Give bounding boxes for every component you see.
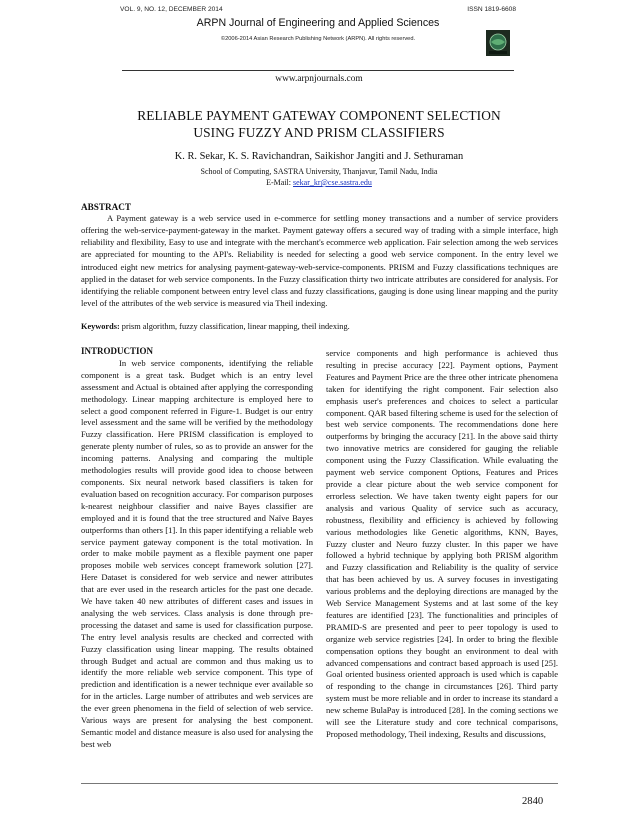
left-column [81, 346, 313, 751]
running-header [120, 6, 516, 16]
keywords-text: prism algorithm, fuzzy classification, linear mapping, theil indexing. [121, 322, 350, 331]
keywords [81, 322, 558, 331]
right-column [326, 348, 558, 741]
authors: K. R. Sekar, K. S. Ravichandran, Saikishor Jangiti and J. Sethuraman [174, 151, 464, 162]
email-label: E-Mail: [266, 178, 291, 187]
title-line-2: USING FUZZY AND PRISM CLASSIFIERS [193, 125, 445, 140]
issn: ISSN 1819-6608 [467, 6, 516, 13]
title-line-1: RELIABLE PAYMENT GATEWAY COMPONENT SELECTION [137, 108, 501, 123]
section-heading-introduction: INTRODUCTION [81, 346, 154, 356]
abstract-text: A Payment gateway is a web service used in e-commerce for settling money transactions and a number of service providers offering the web-service-payment-gateway in the market. Payment gateway offers a secured way of trading with a simple interface, high reliability and flexibility, Easy to use and integrate with the merchant's ecommerce web application. Fair selection among the web services are appreciated for mounting to the API's. Reliability is needed for selecting a good web service component. In the entry level we introduced eight new metrics for analysing payment-gateway-web-service-components. PRISM and Fuzzy classifications techniques are applied in the dataset for web service components. In the Fuzzy classification thirty two intricate attributes are considered for analysis. For identifying the reliable component between entry level class and fuzzy classifications, gauging is done using linear mapping and the purity level of the attributes of the web service is measured via Theil indexing. [81, 213, 558, 309]
journal-name: ARPN Journal of Engineering and Applied Sciences [196, 17, 440, 29]
keywords-label: Keywords: [81, 322, 120, 331]
affiliation: School of Computing, SASTRA University, Thanjavur, Tamil Nadu, India [200, 167, 438, 176]
footer-rule [81, 783, 558, 784]
arpn-logo-icon [486, 30, 510, 56]
header-rule [122, 70, 514, 71]
email-line [0, 178, 638, 187]
email-link[interactable]: sekar_kr@cse.sastra.edu [293, 178, 372, 187]
introduction-text-left: In web service components, identifying the reliable component is a great task. Budget which is an entry level assessment and Actual is obtained after applying the corresponding methodology. Linear mapping architecture is employed here to select a good component referred in Figure-1. Budget is our entry level assessment and the same will be verified by the methodology Fuzzy classification. Here PRISM classification is employed to generate plenty number of rules, so as to provide an answer for the incoming patterns. Analysing and comparing the multiple methodologies results will provide good idea to choose between components. Six neural network based classifiers is taken for evaluation based on recognition accuracy. For comparison purposes k-nearest neighbour classifier and naive Bayes classifier are employed and it is found that the tree structured and Naïve Bayes outperforms than others [1]. In this paper identifying a reliable web service payment gateway component is the total motivation. In order to make mobile payment as a flexible payment one paper proposes mobile web services concept framework solution [27]. Here Dataset is considered for web service and newer attributes that are ever used in the research articles for the past one decade. We have taken 40 new attributes of different cases and issues in analysing the web services. Class analysis is done through pre-processing the dataset and same is used for classification purpose. The entry level analysis results are checked and corrected with Fuzzy classification using linear mapping. The results obtained through Budget and actual are common and thus making us to identify the more reliable web service component. This type of prediction and identification is a newer technique ever available so for in the articles. Large number of attributes and web services are the ever green phenomena in the field of selection of web service. Various ways are present for analysing the best component. Semantic model and distance measure is also used for analysing the best web [81, 357, 313, 749]
journal-website: www.arpnjournals.com [275, 74, 363, 84]
copyright-notice: ©2006-2014 Asian Research Publishing Network (ARPN). All rights reserved. [220, 36, 416, 42]
volume-info: VOL. 9, NO. 12, DECEMBER 2014 [120, 6, 223, 13]
paper-title [60, 107, 578, 141]
introduction-text-right: service components and high performance is achieved thus resulting in precise accuracy [22]. Payment options, Payment Features and Payment Price are the three other intricate phenomena taken for identifying the right component. Fair selection also emphasis user's preferences and choices to select a particular component. QAR based filtering scheme is used for the selection of best web service components. The recommendations done here outperforms by bringing the accuracy [21]. In the above said thirty two innovative metrics are considered for gauging the reliable component using the Fuzzy Classification. While evaluating the payment web service component Options, Features and Prices provide a clear picture about the web service component for errorless selection. We have taken twenty eight papers for our analysis and various Quality of service such as accuracy, robustness, flexibility and efficiency is achieved by following various methodologies like Genetic algorithms, KNN, Bayes, Fuzzy cluster and Neuro fuzzy cluster. In this paper we have followed a hybrid technique by applying both PRISM algorithm and Fuzzy classification and Reliability is the quality of service that has been achieved by us. A survey focuses in investigating various problems and the deploying directions are managed by the Web Service Management Systems and at last some of the key features are identified [23]. The functionalities and principles of PRAMID-S are presented and peer to peer topology is used to organize web service registries [24]. In order to bring the flexible compensation options they bought an environment to deal with advanced compensations and contract based approach is used [25]. Goal oriented business oriented approach is used which is capable of responding to the change in circumstances [26]. Third party system must be more reliable and in order to increase its standard a new scheme BulaPay is introduced [28]. In the coming sections we will see the Literature study and core technical comparisons, Proposed methodology, Theil indexing, Results and discussions, [326, 348, 558, 739]
page-number: 2840 [522, 796, 544, 807]
abstract-heading: ABSTRACT [81, 202, 132, 212]
